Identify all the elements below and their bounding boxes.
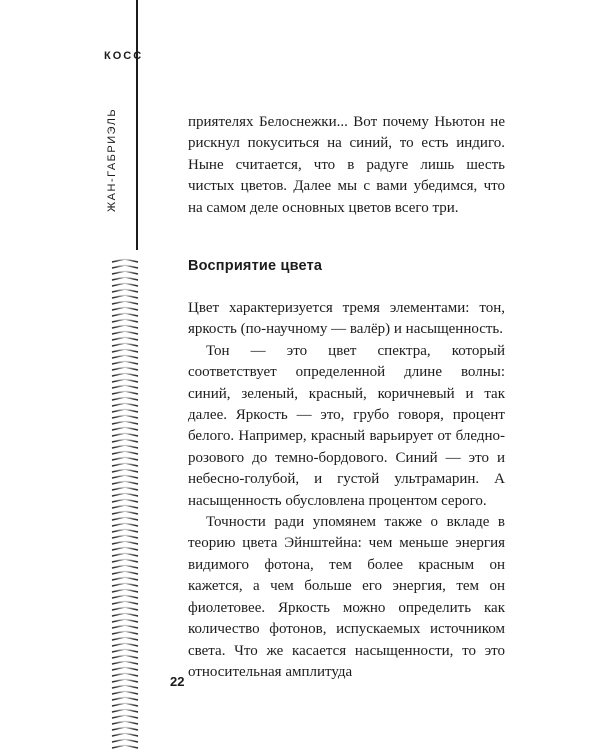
zigzag-stroke — [112, 463, 138, 466]
zigzag-stroke — [112, 589, 138, 592]
running-head-surname: КОСС — [104, 50, 144, 62]
zigzag-stroke — [112, 505, 138, 508]
zigzag-stroke — [112, 313, 138, 316]
zigzag-stroke — [112, 403, 138, 406]
zigzag-stroke — [112, 721, 138, 724]
zigzag-stroke — [112, 523, 138, 526]
zigzag-stroke — [112, 361, 138, 364]
zigzag-stroke — [112, 331, 138, 334]
zigzag-stroke — [112, 541, 138, 544]
zigzag-stroke — [112, 289, 138, 292]
zigzag-stroke — [112, 733, 138, 736]
zigzag-stroke — [112, 613, 138, 616]
zigzag-stroke — [112, 667, 138, 670]
section-heading: Восприятие цвета — [188, 258, 323, 274]
zigzag-stroke — [112, 343, 138, 346]
zigzag-stroke — [112, 439, 138, 442]
zigzag-stroke — [112, 595, 138, 598]
zigzag-stroke — [112, 745, 138, 748]
zigzag-stroke — [112, 571, 138, 574]
zigzag-stroke — [112, 433, 138, 436]
zigzag-stroke — [112, 355, 138, 358]
zigzag-stroke — [112, 703, 138, 706]
zigzag-stroke — [112, 325, 138, 328]
zigzag-stroke — [112, 529, 138, 532]
zigzag-stroke — [112, 553, 138, 556]
zigzag-stroke — [112, 481, 138, 484]
paragraph-3: Точности ради упомянем также о вкладе в теорию цвета Эйнштейна: чем меньше энергия видимого фотона, тем более красным он кажется, а чем больше его энергия, тем он фиолетовее. Яркость можно определить как количество фотонов, испускаемых источником света. Что же касается насыщенности, то это относительная амплитуда — [188, 514, 505, 680]
running-head-name: ЖАН-ГАБРИЭЛЬ — [106, 107, 118, 212]
zigzag-stroke — [112, 577, 138, 580]
zigzag-stroke — [112, 727, 138, 730]
intro-paragraph: приятелях Белоснежки... Вот почему Ньютон не рискнул покуситься на синий, то есть индиго. Ныне считается, что в радуге лишь шесть чистых цветов. Далее мы с вами убедимся, что на самом деле основных цветов всего три. — [188, 114, 505, 216]
zigzag-stroke — [112, 493, 138, 496]
zigzag-stroke — [112, 583, 138, 586]
zigzag-stroke — [112, 277, 138, 280]
zigzag-stroke — [112, 295, 138, 298]
zigzag-stroke — [112, 607, 138, 610]
zigzag-stroke — [112, 661, 138, 664]
zigzag-stroke — [112, 643, 138, 646]
running-head — [104, 50, 144, 260]
zigzag-stroke — [112, 637, 138, 640]
zigzag-stroke — [112, 673, 138, 676]
zigzag-stroke — [112, 559, 138, 562]
zigzag-stroke — [112, 283, 138, 286]
paragraph-1: Цвет характеризуется тремя элементами: тон, яркость (по-научному — валёр) и насыщенность. — [188, 300, 505, 338]
zigzag-stroke — [112, 373, 138, 376]
zigzag-stroke — [112, 697, 138, 700]
zigzag-stroke — [112, 619, 138, 622]
zigzag-stroke — [112, 307, 138, 310]
zigzag-stroke — [112, 679, 138, 682]
zigzag-stroke — [112, 685, 138, 688]
zigzag-stroke — [112, 427, 138, 430]
zigzag-stroke — [112, 367, 138, 370]
zigzag-stroke — [112, 271, 138, 274]
zigzag-stroke — [112, 691, 138, 694]
zigzag-stroke — [112, 259, 138, 262]
zigzag-stroke — [112, 517, 138, 520]
zigzag-stroke — [112, 547, 138, 550]
intro-text — [188, 112, 505, 219]
zigzag-stroke — [112, 511, 138, 514]
zigzag-stroke — [112, 499, 138, 502]
zigzag-stroke — [112, 409, 138, 412]
zigzag-stroke — [112, 451, 138, 454]
zigzag-stroke — [112, 649, 138, 652]
zigzag-stroke — [112, 391, 138, 394]
zigzag-stroke — [112, 415, 138, 418]
zigzag-stroke — [112, 535, 138, 538]
zigzag-stroke — [112, 601, 138, 604]
zigzag-stroke — [112, 625, 138, 628]
zigzag-stroke — [112, 319, 138, 322]
zigzag-stroke — [112, 715, 138, 718]
zigzag-stroke — [112, 265, 138, 268]
zigzag-stroke — [112, 475, 138, 478]
zigzag-stroke — [112, 301, 138, 304]
zigzag-stroke — [112, 457, 138, 460]
zigzag-stroke — [112, 337, 138, 340]
page-number: 22 — [170, 674, 185, 689]
paragraph-2: Тон — это цвет спектра, который соответствует определенной длине волны: синий, зеленый, красный, коричневый и так далее. Яркость — это, грубо говоря, процент белого. Например, красный варьирует от бледно-розового до темно-бордового. Синий — это и небесно-голубой, и густой ультрамарин. А насыщенность обусловлена процентом серого. — [188, 342, 505, 509]
zigzag-stroke — [112, 445, 138, 448]
zigzag-stroke — [112, 487, 138, 490]
zigzag-stroke — [112, 469, 138, 472]
zigzag-stroke — [112, 421, 138, 424]
zigzag-stroke — [112, 655, 138, 658]
zigzag-stroke — [112, 565, 138, 568]
zigzag-stroke — [112, 397, 138, 400]
zigzag-stroke — [112, 631, 138, 634]
zigzag-stroke — [112, 379, 138, 382]
zigzag-stroke — [112, 349, 138, 352]
zigzag-ornament — [110, 258, 140, 750]
zigzag-stroke — [112, 739, 138, 742]
zigzag-stroke — [112, 709, 138, 712]
zigzag-stroke — [112, 385, 138, 388]
section-body — [188, 298, 505, 683]
